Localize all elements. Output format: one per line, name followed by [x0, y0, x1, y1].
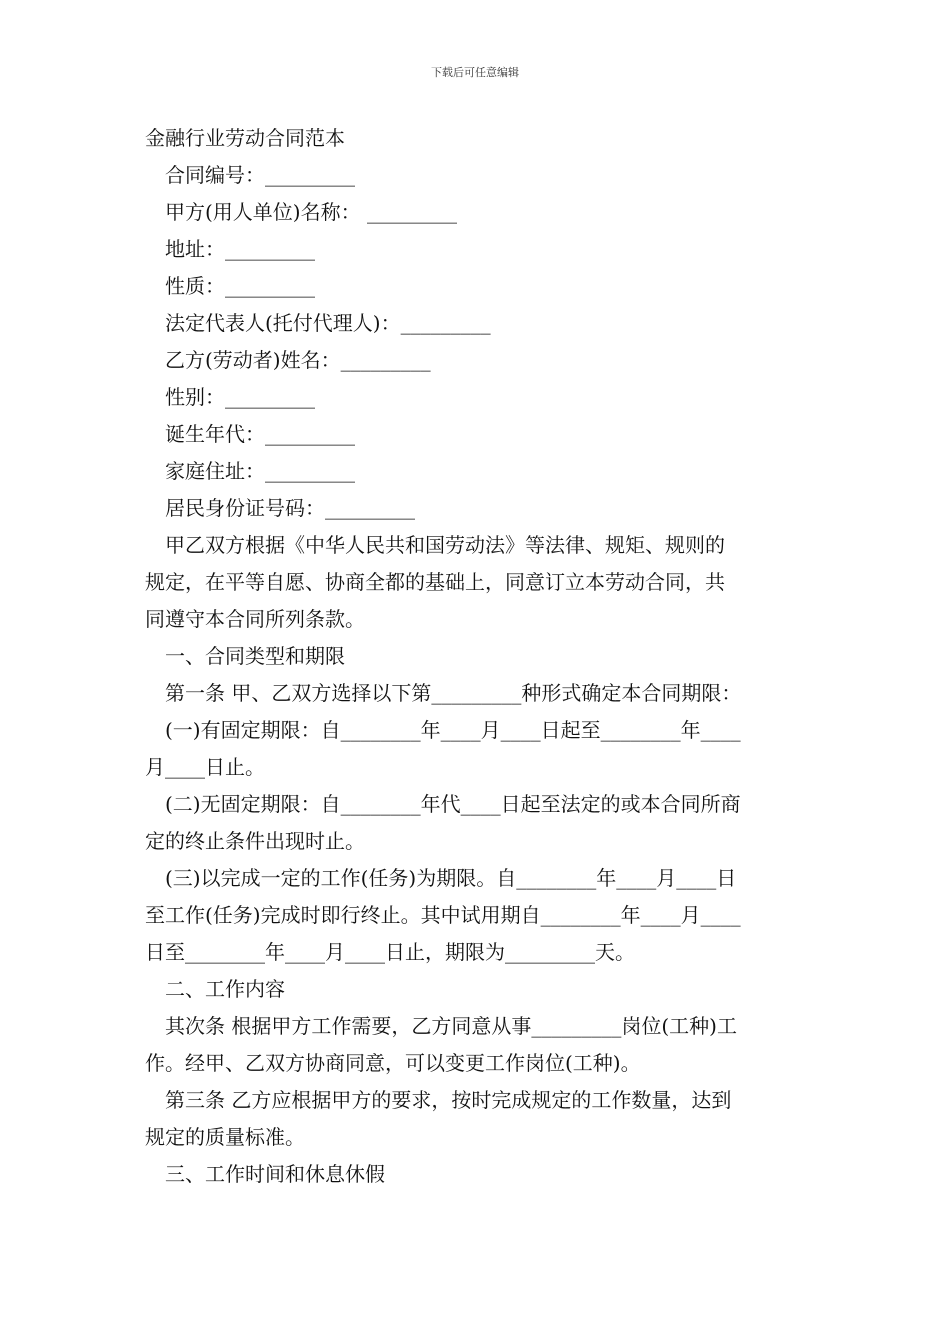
document-line: 一、合同类型和期限 [165, 644, 345, 668]
document-line: 合同编号：_________ [165, 163, 355, 187]
document-line: 性别：_________ [165, 385, 315, 409]
document-line: 性质：_________ [165, 274, 315, 298]
document-line: 规定，在平等自愿、协商全都的基础上，同意订立本劳动合同，共 [145, 570, 725, 594]
document-line: (三)以完成一定的工作(任务)为期限。自________年____月____日 [165, 866, 737, 890]
document-line: 二、工作内容 [165, 977, 285, 1001]
header-note: 下载后可任意编辑 [431, 66, 519, 79]
document-line: 至工作(任务)完成时即行终止。其中试用期自________年____月____ [145, 903, 741, 927]
document-line: 地址：_________ [165, 237, 315, 261]
document-line: 日至________年____月____日止，期限为_________天。 [145, 940, 635, 964]
document-line: 作。经甲、乙双方协商同意，可以变更工作岗位(工种)。 [145, 1051, 641, 1075]
document-line: 甲乙双方根据《中华人民共和国劳动法》等法律、规矩、规则的 [165, 533, 725, 557]
document-line: 定的终止条件出现时止。 [145, 829, 365, 853]
document-line: 法定代表人(托付代理人)：_________ [165, 311, 491, 335]
document-body [145, 120, 807, 1193]
document-line: 乙方(劳动者)姓名：_________ [165, 348, 431, 372]
document-line: 第三条 乙方应根据甲方的要求，按时完成规定的工作数量，达到 [165, 1088, 732, 1112]
document-lines [145, 157, 807, 1193]
document-line: 家庭住址：_________ [165, 459, 355, 483]
document-line: 月____日止。 [145, 755, 265, 779]
document-line: 居民身份证号码：_________ [165, 496, 415, 520]
document-line: 第一条 甲、乙双方选择以下第_________种形式确定本合同期限： [165, 681, 742, 705]
document-title: 金融行业劳动合同范本 [145, 126, 345, 150]
document-line: 同遵守本合同所列条款。 [145, 607, 365, 631]
document-line: (二)无固定期限：自________年代____日起至法定的或本合同所商 [165, 792, 741, 816]
document-line: 规定的质量标准。 [145, 1125, 305, 1149]
document-line: (一)有固定期限：自________年____月____日起至________年____ [165, 718, 741, 742]
document-line: 甲方(用人单位)名称： _________ [165, 200, 457, 224]
document-line: 其次条 根据甲方工作需要，乙方同意从事_________岗位(工种)工 [165, 1014, 737, 1038]
document-line: 诞生年代：_________ [165, 422, 355, 446]
document-line: 三、工作时间和休息休假 [165, 1162, 385, 1186]
